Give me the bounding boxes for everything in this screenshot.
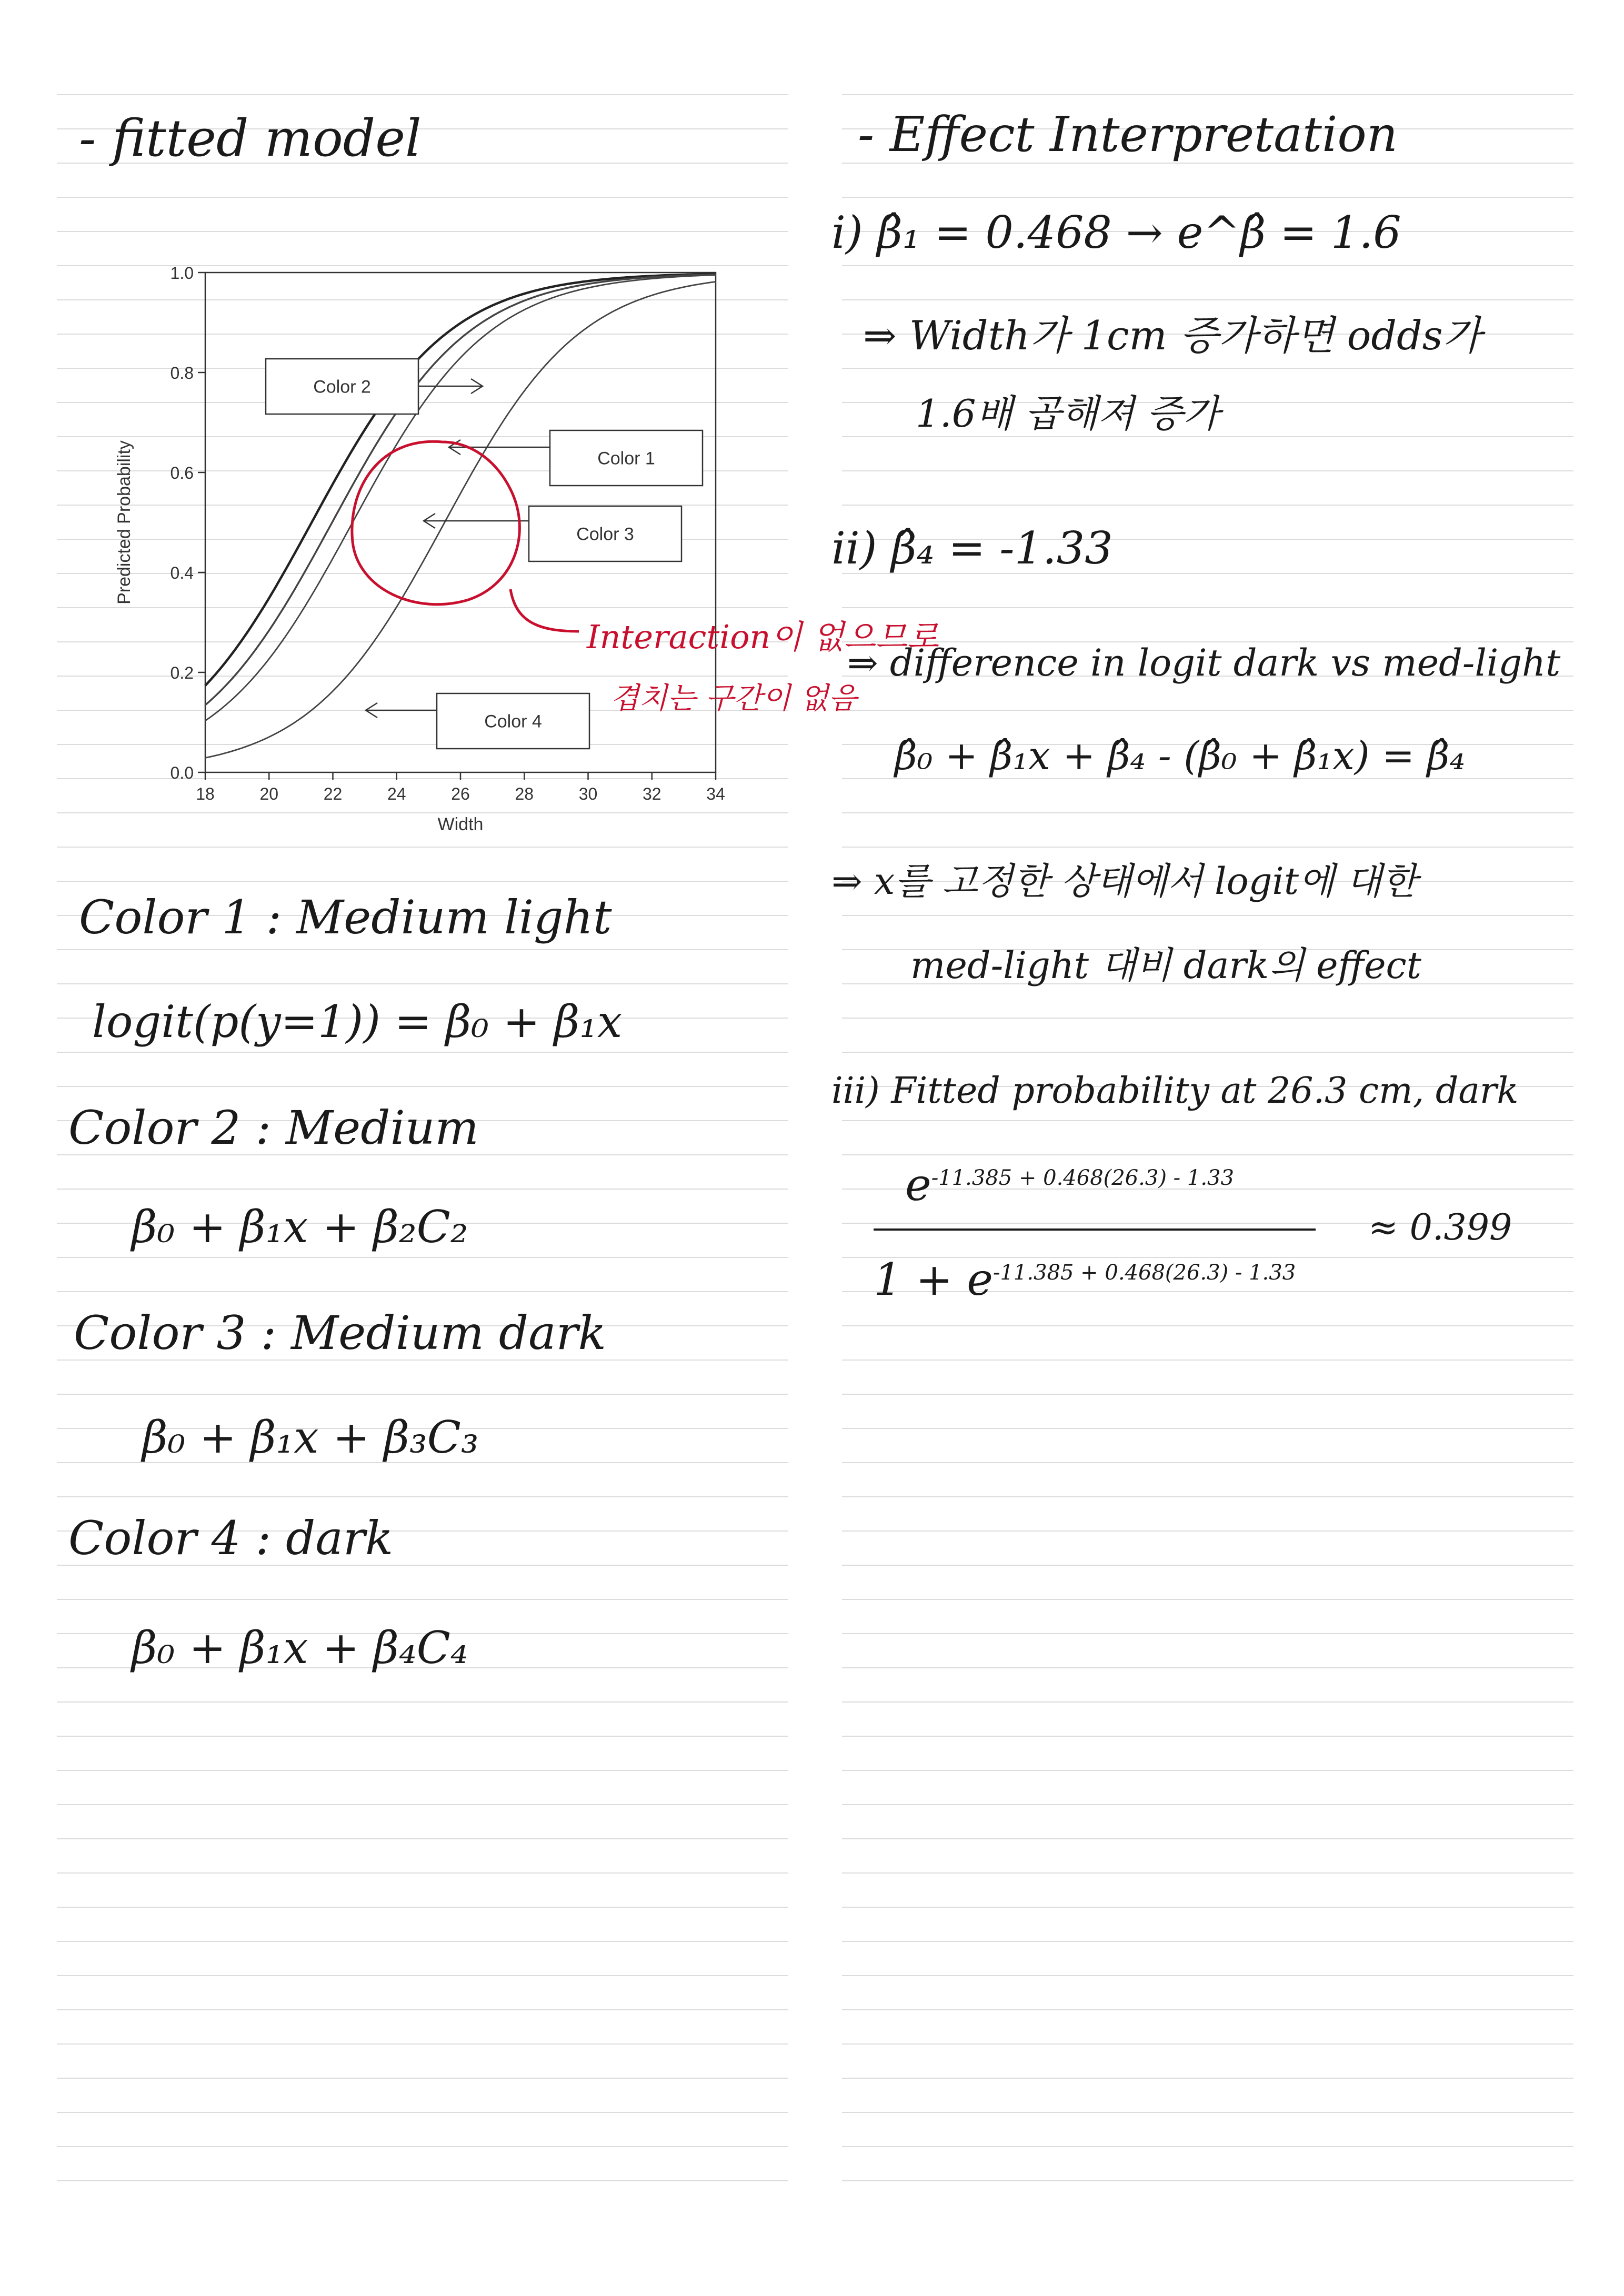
x-tick-label: 26 [451,784,470,803]
item-i-line: i) β̂₁ = 0.468 → e^β̂ = 1.6 [831,207,1401,258]
x-tick-label: 18 [196,784,215,803]
color2-label: Color 2 : Medium [68,1101,479,1155]
x-tick-label: 22 [323,784,343,803]
x-tick-label: 28 [515,784,534,803]
item-ii-note-2: β̂₀ + β̂₁x + β̂₄ - (β̂₀ + β̂₁x) = β̂₄ [895,733,1466,779]
numerator-base: e [905,1159,931,1211]
item-ii-line: ii) β̂₄ = -1.33 [831,522,1113,574]
annotation-line-2: 겹치는 구간이 없음 [610,681,857,716]
numerator-exponent: -11.385 + 0.468(26.3) - 1.33 [931,1166,1234,1190]
y-tick-label: 0.6 [170,464,194,482]
item-iii-line: iii) Fitted probability at 26.3 cm, dark [831,1070,1519,1112]
label-box-text: Color 2 [313,377,371,397]
x-tick-label: 30 [578,784,598,803]
color4-formula: β₀ + β₁x + β₄C₄ [132,1622,468,1674]
label-box-text: Color 4 [484,711,542,732]
denominator-base: 1 + e [874,1254,993,1305]
x-axis-label: Width [437,814,484,834]
item-ii-note-4: med-light 대비 dark의 effect [910,944,1421,987]
item-i-note-2: 1.6배 곱해져 증가 [916,391,1220,436]
left-heading: - fitted model [79,109,422,168]
item-i-note-1: ⇒ Width가 1cm 증가하면 odds가 [863,312,1482,359]
y-tick-label: 0.2 [170,663,194,682]
y-tick-label: 0.8 [170,364,194,382]
x-tick-label: 24 [387,784,406,803]
fitted-probability-result: ≈ 0.399 [1368,1207,1512,1248]
interaction-circle [337,431,589,652]
x-tick-label: 32 [642,784,661,803]
label-box-text: Color 3 [576,524,634,545]
item-ii-note-3: ⇒ x를 고정한 상태에서 logit에 대한 [831,860,1418,903]
y-tick-label: 0.4 [170,563,194,582]
fraction-numerator [905,1159,1234,1211]
y-axis-label: Predicted Probability [114,440,134,605]
label-box-text: Color 1 [597,448,655,469]
color3-formula: β₀ + β₁x + β₃C₃ [142,1412,479,1463]
color3-label: Color 3 : Medium dark [74,1306,606,1360]
x-tick-label: 34 [706,784,725,803]
color2-formula: β₀ + β₁x + β₂C₂ [132,1201,468,1253]
fraction-bar [874,1228,1316,1231]
color4-label: Color 4 : dark [68,1511,394,1565]
item-ii-note-1: ⇒ difference in logit dark vs med-light [847,641,1561,684]
denominator-exponent: -11.385 + 0.468(26.3) - 1.33 [993,1261,1296,1285]
y-tick-label: 0.0 [170,763,194,782]
right-heading: - Effect Interpretation [858,106,1398,163]
y-tick-label: 1.0 [170,264,194,283]
annotation-line-1: Interaction이 없으므로 [587,618,939,656]
color1-formula: logit(p(y=1)) = β₀ + β₁x [92,996,623,1048]
fraction-denominator [874,1254,1296,1305]
color1-label: Color 1 : Medium light [79,890,612,944]
x-tick-label: 20 [259,784,279,803]
